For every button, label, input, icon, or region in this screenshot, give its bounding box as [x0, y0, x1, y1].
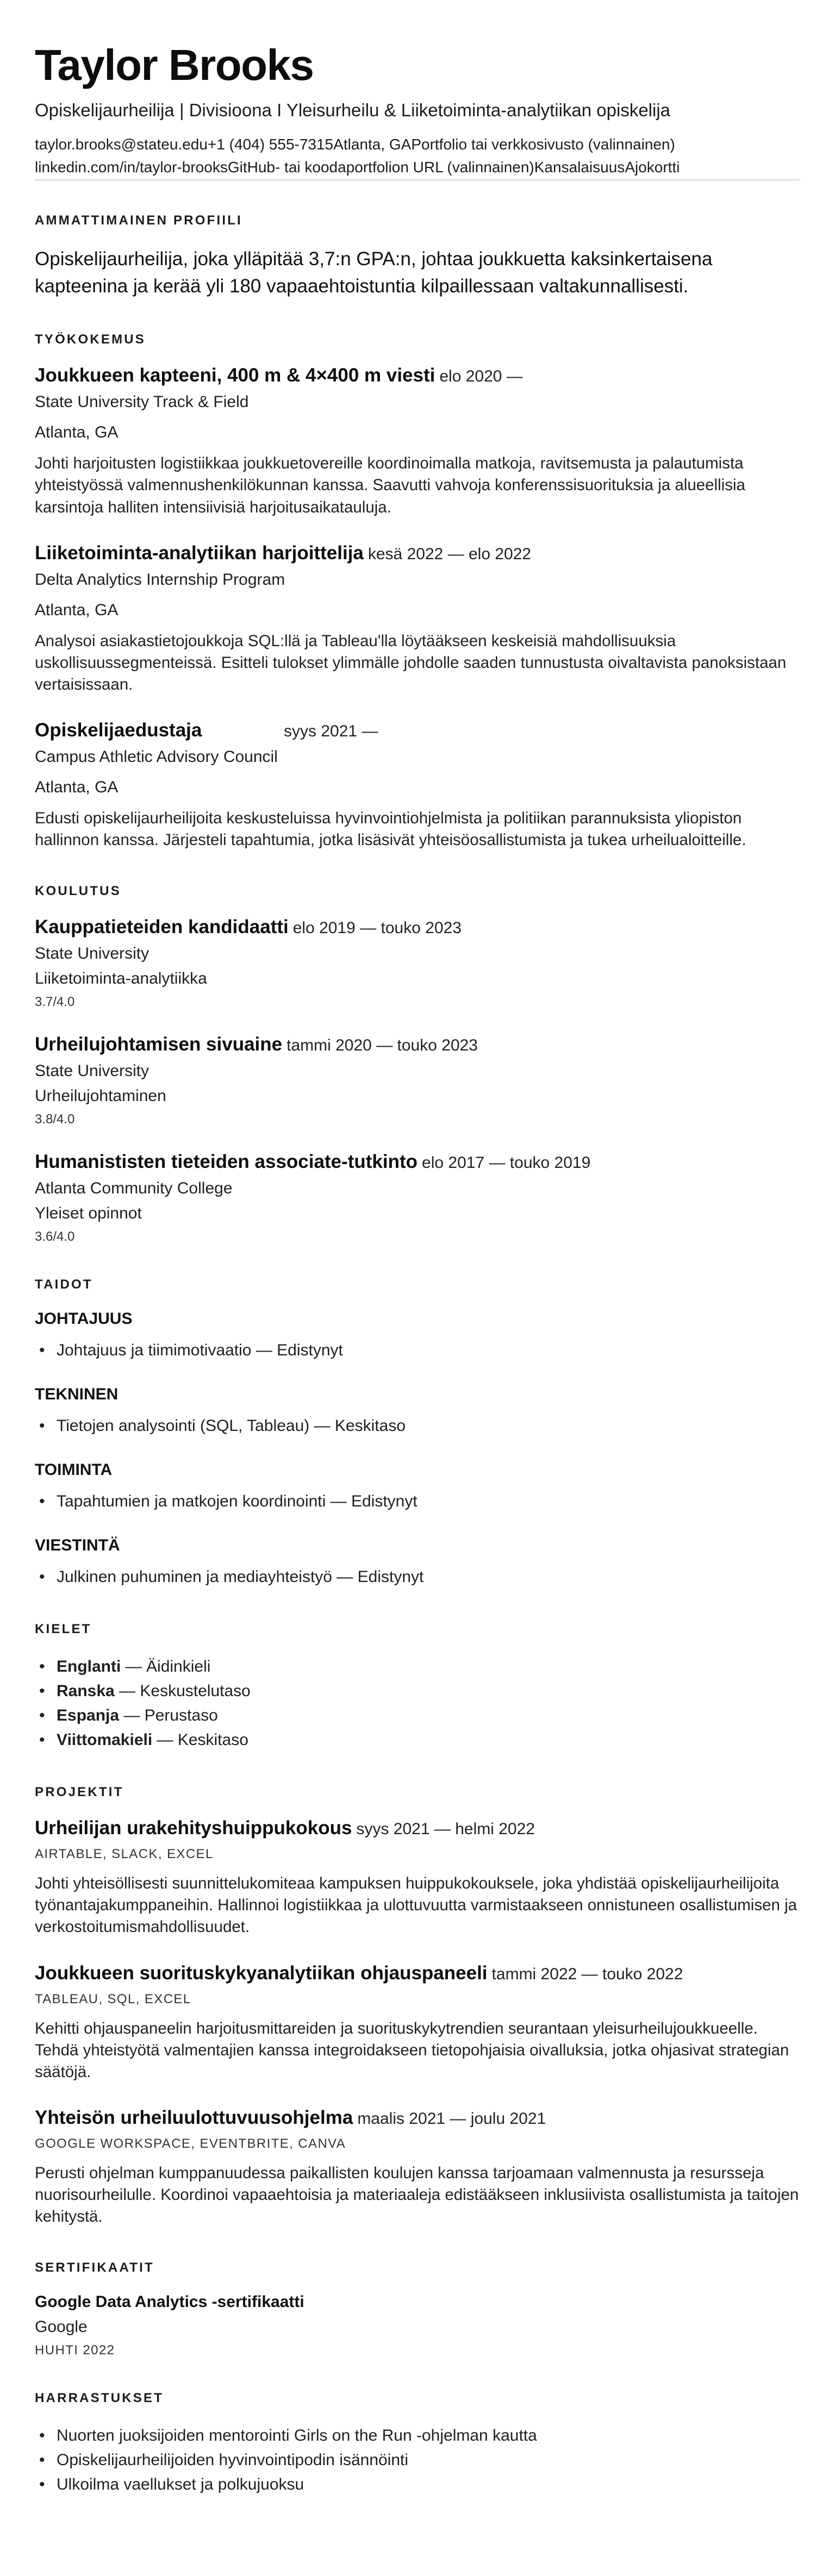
language-item: [35, 1679, 800, 1703]
contact-license: Ajokortti: [625, 159, 680, 176]
experience-entry: [35, 365, 800, 518]
candidate-headline: Opiskelijaurheilija | Divisioona I Yleisurheilu & Liiketoiminta-analytiikan opiskelija: [35, 100, 671, 120]
certification-issuer: Google: [35, 2318, 88, 2336]
certification-name: Google Data Analytics -sertifikaatti: [35, 2293, 304, 2311]
entry-location: Atlanta, GA: [35, 423, 119, 442]
entry-description: Johti harjoitusten logistiikkaa joukkuetovereille koordinoimalla matkoja, ravitsemusta ja palautumista yhteistyössä valmennushenkilökunnan kanssa. Saavutti vahvoja konferenssisuorituksia ja alueellisia karsintoja halliten intensiivisiä harjoitusaikatauluja.: [35, 454, 745, 516]
resume-header: [35, 42, 800, 180]
school-name: Atlanta Community College: [35, 1179, 233, 1198]
entry-title: Joukkueen kapteeni, 400 m & 4×400 m viesti: [35, 365, 435, 386]
entry-dates: kesä 2022 — elo 2022: [367, 545, 532, 563]
skill-item: • Tapahtumien ja matkojen koordinointi — Edistynyt: [35, 1489, 800, 1514]
entry-description: Analysoi asiakastietojoukkoja SQL:llä ja Tableau'lla löytääkseen keskeisiä mahdollisuuksia uskollisuussegmenteissä. Esitteli tulokset ylimmälle johdolle saaden tunnustusta oivaltavista panoksistaan vertaisissaan.: [35, 632, 787, 693]
hobby-item: • Ulkoilma vaellukset ja polkujuoksu: [35, 2472, 800, 2497]
language-item: [35, 1728, 800, 1752]
skill-item: • Julkinen puhuminen ja mediayhteistyö — Edistynyt: [35, 1565, 800, 1589]
contact-github[interactable]: GitHub- tai koodaportfolion URL (valinnainen): [227, 159, 534, 176]
profile-summary: Opiskelijaurheilija, joka ylläpitää 3,7:n GPA:n, johtaa joukkuetta kaksinkertaisena kapteenina ja kerää yli 180 vapaaehtoistuntia kilpaillessaan valtakunnallisesti.: [35, 248, 713, 297]
gpa: 3.6/4.0: [35, 1229, 75, 1245]
language-item: [35, 1703, 800, 1728]
experience-section: [35, 332, 800, 851]
school-name: State University: [35, 945, 149, 963]
entry-dates: elo 2020 —: [439, 367, 523, 386]
entry-organization: Delta Analytics Internship Program: [35, 570, 285, 589]
contact-portfolio[interactable]: Portfolio tai verkkosivusto (valinnainen): [411, 136, 675, 153]
language-name: Englanti: [57, 1658, 121, 1676]
degree-title: Urheilujohtamisen sivuaine: [35, 1034, 283, 1055]
section-title: TAIDOT: [35, 1277, 93, 1292]
section-title: PROJEKTIT: [35, 1785, 124, 1800]
hobbies-section: [35, 2391, 800, 2497]
project-title: Joukkueen suorituskykyanalytiikan ohjauspaneeli: [35, 1962, 488, 1984]
gpa: 3.7/4.0: [35, 995, 75, 1010]
skill-item: • Johtajuus ja tiimimotivaatio — Edistynyt: [35, 1338, 800, 1362]
skill-category: TEKNINEN: [35, 1385, 119, 1404]
language-level: — Keskitaso: [152, 1731, 248, 1749]
projects-section: [35, 1785, 800, 2228]
contact-phone[interactable]: +1 (404) 555-7315: [207, 136, 334, 153]
project-tech: AIRTABLE, SLACK, EXCEL: [35, 1847, 214, 1862]
language-item: [35, 1654, 800, 1679]
entry-dates: maalis 2021 — joulu 2021: [357, 2109, 546, 2128]
profile-section: [35, 213, 800, 299]
entry-dates: elo 2017 — touko 2019: [422, 1154, 591, 1172]
skills-section: [35, 1277, 800, 1589]
field-of-study: Urheilujohtaminen: [35, 1087, 166, 1105]
experience-entry: [35, 720, 800, 851]
section-title: AMMATTIMAINEN PROFIILI: [35, 213, 242, 228]
language-level: — Äidinkieli: [121, 1658, 211, 1676]
project-entry: [35, 1817, 800, 1938]
section-title: TYÖKOKEMUS: [35, 332, 146, 347]
degree-title: Humanististen tieteiden associate-tutkinto: [35, 1151, 418, 1173]
project-tech: GOOGLE WORKSPACE, EVENTBRITE, CANVA: [35, 2136, 346, 2151]
language-name: Viittomakieli: [57, 1731, 153, 1749]
gpa: 3.8/4.0: [35, 1112, 75, 1127]
skill-category: VIESTINTÄ: [35, 1536, 120, 1555]
degree-title: Kauppatieteiden kandidaatti: [35, 916, 289, 938]
section-title: KIELET: [35, 1622, 92, 1637]
contact-citizenship: Kansalaisuus: [534, 159, 625, 176]
project-entry: [35, 1962, 800, 2083]
field-of-study: Liiketoiminta-analytiikka: [35, 970, 207, 988]
language-level: — Keskustelutaso: [114, 1682, 251, 1700]
project-description: Perusti ohjelman kumppanuudessa paikallisten koulujen kanssa tarjoamaan valmennusta ja resursseja nuorisourheilulle. Koordinoi vapaaehtoisia ja materiaaleja edistääkseen inklusiivista osallistumista ja taitojen kehitystä.: [35, 2164, 799, 2226]
project-description: Kehitti ohjauspaneelin harjoitusmittareiden ja suorituskykytrendien seurantaan yleisurheilujoukkueelle. Tehdä yhteistyötä valmentajien kanssa integroidakseen tietopohjaisia oivalluksia, jotka ohjasivat strategian säätöjä.: [35, 2019, 789, 2081]
field-of-study: Yleiset opinnot: [35, 1204, 142, 1223]
language-level: — Perustaso: [119, 1706, 218, 1725]
hobby-item: • Nuorten juoksijoiden mentorointi Girls on the Run -ohjelman kautta: [35, 2423, 800, 2448]
hobby-item: • Opiskelijaurheilijoiden hyvinvointipodin isännöinti: [35, 2448, 800, 2472]
certifications-section: [35, 2260, 800, 2358]
entry-dates: tammi 2022 — touko 2022: [491, 1965, 683, 1983]
entry-location: Atlanta, GA: [35, 601, 119, 619]
skill-category: TOIMINTA: [35, 1461, 113, 1479]
entry-organization: State University Track & Field: [35, 393, 249, 411]
education-section: [35, 884, 800, 1245]
entry-title: Opiskelijaedustaja: [35, 720, 202, 741]
language-name: Ranska: [57, 1682, 115, 1700]
entry-organization: Campus Athletic Advisory Council: [35, 748, 278, 766]
entry-dates: syys 2021 —: [284, 722, 378, 741]
skill-item: • Tietojen analysointi (SQL, Tableau) — Keskitaso: [35, 1414, 800, 1438]
skill-group: [35, 1536, 800, 1589]
education-entry: [35, 1151, 800, 1245]
section-title: HARRASTUKSET: [35, 2391, 164, 2406]
contact-row: [35, 136, 800, 153]
languages-section: [35, 1622, 800, 1752]
project-description: Johti yhteisöllisesti suunnittelukomiteaa kampuksen huippukokouksele, joka yhdistää opiskelijaurheilijoita työnantajakumppaneihin. Hallinnoi logistiikkaa ja ulottuvuutta varmistaakseen onnistuneen osallistumisen ja verkostoitumismahdollisuudet.: [35, 1874, 797, 1936]
certification-date: HUHTI 2022: [35, 2343, 115, 2358]
skill-group: [35, 1310, 800, 1362]
experience-entry: [35, 542, 800, 696]
project-entry: [35, 2107, 800, 2228]
section-title: SERTIFIKAATIT: [35, 2260, 154, 2275]
entry-dates: syys 2021 — helmi 2022: [356, 1820, 535, 1839]
candidate-name: Taylor Brooks: [35, 41, 314, 89]
education-entry: [35, 916, 800, 1010]
section-title: KOULUTUS: [35, 884, 121, 899]
language-name: Espanja: [57, 1706, 120, 1725]
certification-entry: [35, 2293, 800, 2358]
project-tech: TABLEAU, SQL, EXCEL: [35, 1991, 191, 2006]
project-title: Yhteisön urheiluulottuvuusohjelma: [35, 2106, 353, 2128]
school-name: State University: [35, 1062, 149, 1080]
skill-category: JOHTAJUUS: [35, 1310, 133, 1328]
contact-linkedin[interactable]: linkedin.com/in/taylor-brooks: [35, 159, 228, 176]
entry-dates: tammi 2020 — touko 2023: [286, 1036, 478, 1055]
entry-title: Liiketoiminta-analytiikan harjoittelija: [35, 542, 364, 564]
contact-row-links: [35, 159, 800, 180]
contact-email[interactable]: taylor.brooks@stateu.edu: [35, 136, 208, 153]
entry-location: Atlanta, GA: [35, 778, 119, 797]
skill-group: [35, 1461, 800, 1514]
contact-location: Atlanta, GA: [333, 136, 412, 153]
education-entry: [35, 1034, 800, 1127]
entry-description: Edusti opiskelijaurheilijoita keskusteluissa hyvinvointiohjelmista ja politiikan parannuksista yliopiston hallinnon kanssa. Järjesteli tapahtumia, jotka lisäsivät yhteisöosallistumista ja tukea urheilualoitteille.: [35, 809, 746, 849]
entry-dates: elo 2019 — touko 2023: [292, 919, 462, 937]
skill-group: [35, 1385, 800, 1438]
project-title: Urheilijan urakehityshuippukokous: [35, 1817, 352, 1839]
